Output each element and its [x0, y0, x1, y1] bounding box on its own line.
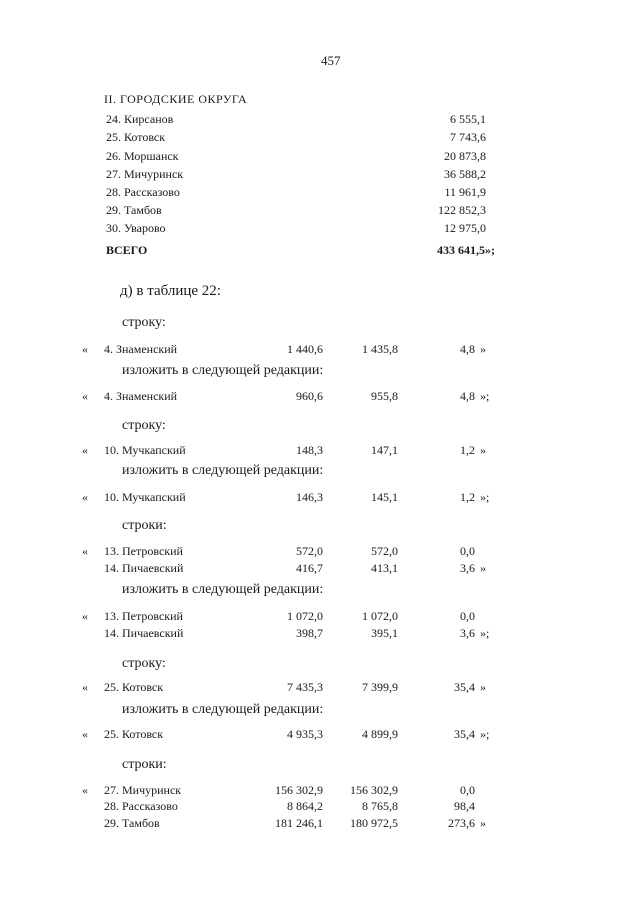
list-item-name: 24. Кирсанов	[106, 112, 174, 126]
quote-open: «	[82, 727, 88, 741]
row-col1: 960,6	[296, 389, 323, 403]
row-end: »	[480, 680, 486, 694]
quote-open: «	[82, 609, 88, 623]
list-item-value: 7 743,6	[450, 130, 486, 144]
row-name: 4. Знаменский	[104, 389, 178, 403]
quote-open: «	[82, 342, 88, 356]
row-end: »;	[480, 490, 490, 504]
list-item-value: 36 588,2	[444, 167, 486, 181]
list-item-name: 30. Уварово	[106, 221, 166, 235]
row-col2: 413,1	[371, 561, 398, 575]
row-col2: 4 899,9	[362, 727, 398, 741]
row-name: 13. Петровский	[104, 544, 183, 558]
row-col2: 1 435,8	[362, 342, 398, 356]
quote-open: «	[82, 680, 88, 694]
row-name: 28. Рассказово	[104, 799, 178, 813]
row-col3: 3,6	[460, 561, 475, 575]
row-col1: 572,0	[296, 544, 323, 558]
row-col3: 98,4	[454, 799, 475, 813]
row-end: »	[480, 443, 486, 457]
row-col1: 8 864,2	[287, 799, 323, 813]
label-stroku: строку:	[122, 315, 166, 330]
row-col3: 35,4	[454, 727, 475, 741]
row-name: 29. Тамбов	[104, 816, 160, 830]
row-name: 25. Котовск	[104, 680, 164, 694]
row-name: 10. Мучкапский	[104, 443, 186, 457]
label-stroku: строку:	[122, 418, 166, 433]
quote-open: «	[82, 544, 88, 558]
row-name: 4. Знаменский	[104, 342, 178, 356]
row-name: 14. Пичаевский	[104, 561, 184, 575]
row-col2: 7 399,9	[362, 680, 398, 694]
row-end: »;	[480, 389, 490, 403]
row-col2: 572,0	[371, 544, 398, 558]
row-col3: 35,4	[454, 680, 475, 694]
row-name: 14. Пичаевский	[104, 626, 184, 640]
row-end: »;	[480, 727, 490, 741]
row-end: »	[480, 561, 486, 575]
row-col2: 8 765,8	[362, 799, 398, 813]
row-end: »	[480, 342, 486, 356]
label-stroki: строки:	[122, 757, 167, 772]
row-col2: 395,1	[371, 626, 398, 640]
list-item-value: 20 873,8	[444, 149, 486, 163]
page-number: 457	[321, 53, 341, 68]
row-col2: 955,8	[371, 389, 398, 403]
row-col1: 398,7	[296, 626, 323, 640]
row-col3: 4,8	[460, 342, 475, 356]
paragraph-d: д) в таблице 22:	[120, 283, 221, 299]
label-izlozhit: изложить в следующей редакции:	[122, 702, 324, 717]
quote-open: «	[82, 389, 88, 403]
row-col2: 145,1	[371, 490, 398, 504]
row-col3: 0,0	[460, 609, 475, 623]
list-item-name: 29. Тамбов	[106, 203, 162, 217]
row-name: 10. Мучкапский	[104, 490, 186, 504]
row-col1: 7 435,3	[287, 680, 323, 694]
row-col2: 156 302,9	[350, 783, 398, 797]
quote-open: «	[82, 443, 88, 457]
row-col3: 4,8	[460, 389, 475, 403]
row-col2: 147,1	[371, 443, 398, 457]
list-item-value: 12 975,0	[444, 221, 486, 235]
row-col1: 4 935,3	[287, 727, 323, 741]
row-col3: 1,2	[460, 443, 475, 457]
section-title: II. ГОРОДСКИЕ ОКРУГА	[104, 92, 248, 106]
label-izlozhit: изложить в следующей редакции:	[122, 363, 324, 378]
row-col3: 0,0	[460, 544, 475, 558]
label-stroku: строку:	[122, 656, 166, 671]
list-item-name: 28. Рассказово	[106, 185, 180, 199]
row-col2: 180 972,5	[350, 816, 398, 830]
row-col3: 1,2	[460, 490, 475, 504]
row-col1: 156 302,9	[275, 783, 323, 797]
row-name: 27. Мичуринск	[104, 783, 182, 797]
row-name: 13. Петровский	[104, 609, 183, 623]
quote-open: «	[82, 490, 88, 504]
row-col1: 1 440,6	[287, 342, 323, 356]
list-item-name: 27. Мичуринск	[106, 167, 184, 181]
row-col3: 0,0	[460, 783, 475, 797]
total-value: 433 641,5»;	[437, 243, 495, 257]
row-name: 25. Котовск	[104, 727, 164, 741]
list-item-name: 26. Моршанск	[106, 149, 179, 163]
label-izlozhit: изложить в следующей редакции:	[122, 463, 324, 478]
row-end: »;	[480, 626, 490, 640]
label-izlozhit: изложить в следующей редакции:	[122, 582, 324, 597]
row-end: »	[480, 816, 486, 830]
row-col1: 148,3	[296, 443, 323, 457]
row-col1: 416,7	[296, 561, 323, 575]
list-item-name: 25. Котовск	[106, 130, 166, 144]
label-stroki: строки:	[122, 518, 167, 533]
row-col1: 1 072,0	[287, 609, 323, 623]
row-col1: 146,3	[296, 490, 323, 504]
list-item-value: 122 852,3	[438, 203, 486, 217]
list-item-value: 6 555,1	[450, 112, 486, 126]
total-label: ВСЕГО	[106, 243, 148, 257]
list-item-value: 11 961,9	[444, 185, 486, 199]
row-col2: 1 072,0	[362, 609, 398, 623]
row-col3: 273,6	[448, 816, 475, 830]
row-col3: 3,6	[460, 626, 475, 640]
row-col1: 181 246,1	[275, 816, 323, 830]
quote-open: «	[82, 783, 88, 797]
